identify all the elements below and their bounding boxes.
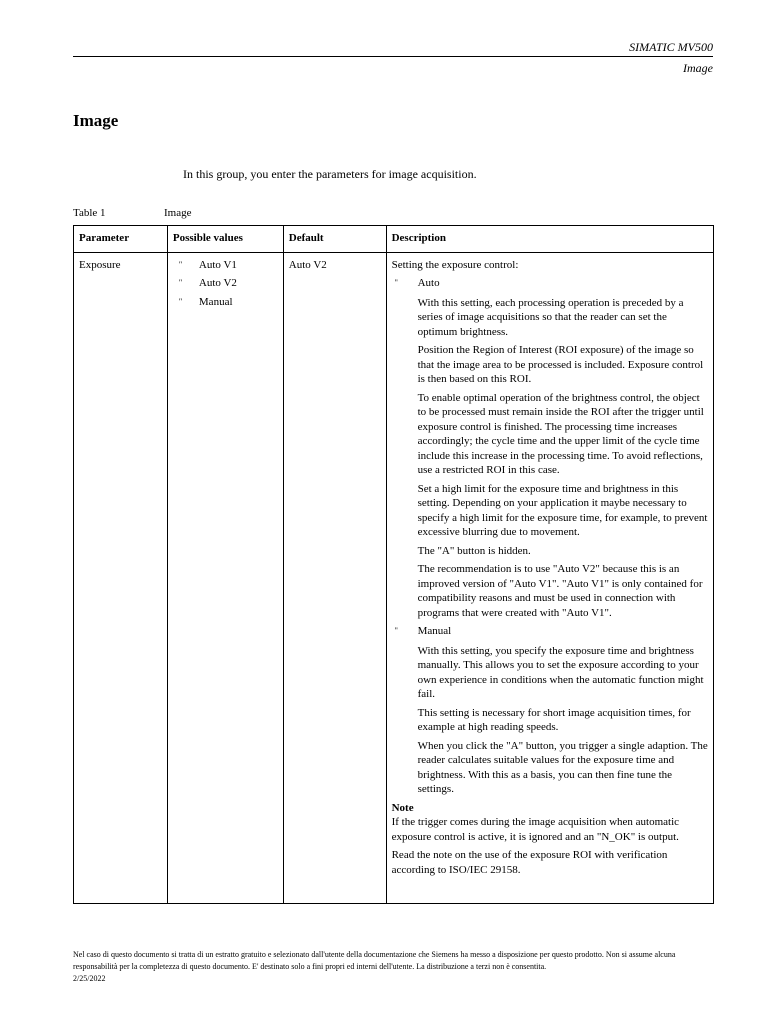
footer	[73, 949, 715, 985]
footer-disclaimer: Nel caso di questo documento si tratta di un estratto gratuito e selezionato dall'utente della documentazione che Siemens ha messo a disposizione per questo prodotto. Non si assume alcuna responsabilità per la completezza di questo documento. E' destinato solo a fini propri ed interni dell'utente. La distribuzione a terzi non è consentita.	[73, 950, 676, 971]
bullet-glyph: "	[394, 626, 398, 635]
list-item	[173, 258, 278, 273]
table-header-row	[74, 226, 714, 253]
description-paragraph: Set a high limit for the exposure time and brightness in this setting. Depending on your application it maybe necessary to specify a high limit for the exposure time, for example, to prevent excessive blurring due to movement.	[417, 482, 708, 538]
description-paragraph: The recommendation is to use "Auto V2" because this is an improved version of "Auto V1". "Auto V1" is only contained for compatibility reasons and must be used in connection with programs that were created with "Auto V1".	[417, 563, 703, 619]
description-paragraph: When you click the "A" button, you trigger a single adaption. The reader calculates suitable values for the exposure time and brightness. With this as a basis, you can then fine tune the settings.	[417, 739, 708, 795]
cell-default: Auto V2	[283, 252, 386, 903]
intro-text: In this group, you enter the parameters for image acquisition.	[183, 167, 477, 181]
description-intro: Setting the exposure control:	[391, 258, 519, 271]
column-header-possible-values: Possible values	[167, 226, 283, 253]
table-caption-label: Table 1	[73, 207, 106, 219]
table-row	[74, 252, 714, 903]
bullet-glyph: "	[178, 278, 183, 287]
table-caption-title: Image	[164, 207, 192, 219]
note-text: If the trigger comes during the image acquisition when automatic exposure control is active, it is ignored and an "N_OK" is output.	[391, 816, 680, 843]
cell-possible-values	[167, 252, 283, 903]
description-paragraph: Position the Region of Interest (ROI exposure) of the image so that the image area to be processed is included. Exposure control is then based on this ROI.	[417, 344, 704, 385]
column-header-description: Description	[386, 226, 713, 253]
possible-values-list	[173, 258, 278, 310]
bullet-glyph: "	[178, 259, 183, 269]
description-paragraph: To enable optimal operation of the brightness control, the object to be processed must remain inside the ROI after the trigger until exposure control is finished. The processing time increases accordingly; the cycle time and the upper limit of the cycle time include this increase in the processing time. To avoid reflections, use a restricted ROI in this case.	[417, 391, 704, 476]
description-paragraph: With this setting, each processing operation is preceded by a series of image acquisitions so that the reader can set the optimum brightness.	[417, 296, 684, 338]
cell-parameter: Exposure	[74, 252, 168, 903]
description-closing: Read the note on the use of the exposure ROI with verification according to ISO/IEC 29158.	[391, 849, 668, 876]
bullet-glyph: "	[178, 296, 183, 306]
value-auto-v2: Auto V2	[198, 277, 237, 289]
description-manual-label: Manual	[417, 625, 452, 637]
header-divider	[73, 56, 713, 57]
list-item	[173, 295, 278, 310]
description-manual-item	[392, 624, 708, 639]
list-item	[173, 276, 278, 291]
bullet-glyph: "	[394, 278, 398, 287]
description-auto-label: Auto	[417, 277, 440, 289]
cell-description	[386, 252, 713, 903]
column-header-parameter: Parameter	[74, 226, 168, 253]
value-manual: Manual	[198, 295, 233, 308]
header-product-name: SIMATIC MV500	[629, 40, 713, 54]
note-heading: Note	[391, 801, 414, 814]
table-caption	[73, 207, 191, 219]
footer-date: 2/25/2022	[73, 974, 106, 983]
header-section-name: Image	[683, 61, 713, 75]
description-paragraph: This setting is necessary for short image acquisition times, for example at high reading speeds.	[417, 706, 691, 733]
parameter-table	[73, 225, 714, 904]
value-auto-v1: Auto V1	[198, 258, 237, 271]
column-header-default: Default	[283, 226, 386, 253]
page-title: Image	[73, 111, 119, 130]
description-paragraph: The "A" button is hidden.	[417, 544, 531, 557]
description-paragraph: With this setting, you specify the exposure time and brightness manually. This allows you to set the exposure according to your own experience in conditions when the automatic function might fail.	[417, 644, 704, 700]
description-auto-item	[392, 276, 708, 291]
